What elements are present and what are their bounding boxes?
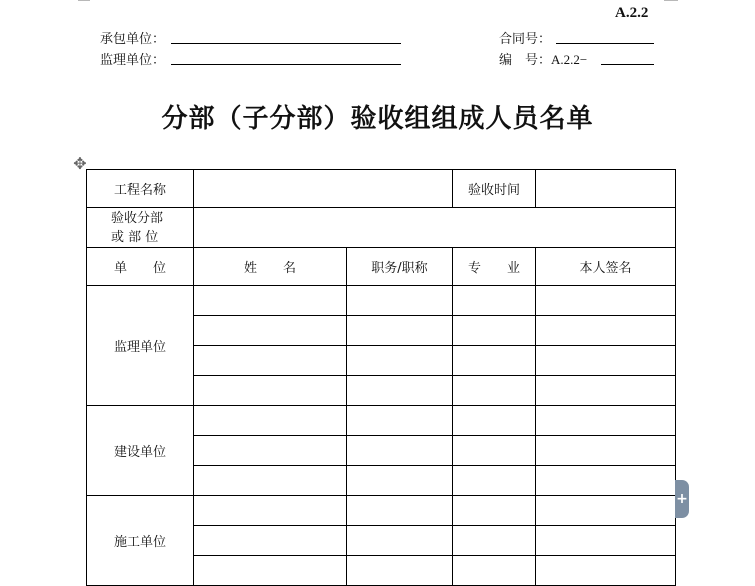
name-cell[interactable] (194, 526, 347, 556)
specialty-cell[interactable] (453, 286, 536, 316)
title-cell[interactable] (347, 286, 453, 316)
col-header-unit: 单 位 (87, 248, 194, 286)
roster-table (86, 169, 676, 586)
col-header-signature: 本人签名 (536, 248, 676, 286)
unit-group-label: 施工单位 (87, 496, 194, 586)
acceptance-part-row (87, 208, 676, 248)
acceptance-part-cell[interactable] (194, 208, 676, 248)
contractor-label: 承包单位： (100, 32, 166, 47)
signature-cell[interactable] (536, 496, 676, 526)
col-header-title: 职务/职称 (347, 248, 453, 286)
unit-group-label: 监理单位 (87, 286, 194, 406)
plus-icon[interactable]: + (675, 480, 689, 518)
contractor-field (100, 28, 165, 47)
signature-cell[interactable] (536, 376, 676, 406)
serial-field (499, 49, 587, 68)
move-handle-icon[interactable]: ✥ (73, 154, 87, 173)
signature-cell[interactable] (536, 526, 676, 556)
name-cell[interactable] (194, 466, 347, 496)
contract-no-input[interactable] (556, 43, 654, 44)
specialty-cell[interactable] (453, 376, 536, 406)
name-cell[interactable] (194, 496, 347, 526)
roster-body (87, 286, 676, 586)
name-cell[interactable] (194, 316, 347, 346)
signature-cell[interactable] (536, 436, 676, 466)
title-cell[interactable] (347, 466, 453, 496)
name-cell[interactable] (194, 286, 347, 316)
specialty-cell[interactable] (453, 466, 536, 496)
name-cell[interactable] (194, 406, 347, 436)
title-cell[interactable] (347, 526, 453, 556)
signature-cell[interactable] (536, 466, 676, 496)
page-corner-mark-right (664, 0, 678, 1)
specialty-cell[interactable] (453, 316, 536, 346)
specialty-cell[interactable] (453, 526, 536, 556)
serial-prefix: A.2.2− (551, 52, 588, 67)
name-cell[interactable] (194, 376, 347, 406)
title-cell[interactable] (347, 346, 453, 376)
supervisor-input[interactable] (171, 64, 401, 65)
name-cell[interactable] (194, 346, 347, 376)
col-header-name: 姓 名 (194, 248, 347, 286)
signature-cell[interactable] (536, 346, 676, 376)
unit-group-label: 建设单位 (87, 406, 194, 496)
page-corner-mark-left (78, 0, 90, 1)
specialty-cell[interactable] (453, 496, 536, 526)
document-title: 分部（子分部）验收组组成人员名单 (161, 104, 594, 134)
acceptance-time-cell[interactable] (536, 170, 676, 208)
project-row (87, 170, 676, 208)
form-code: A.2.2 (615, 5, 649, 21)
acceptance-time-label: 验收时间 (453, 170, 536, 208)
signature-cell[interactable] (536, 406, 676, 436)
supervisor-field (100, 49, 165, 68)
specialty-cell[interactable] (453, 406, 536, 436)
contractor-input[interactable] (171, 43, 401, 44)
table-row (87, 406, 676, 436)
serial-input[interactable] (601, 64, 654, 65)
column-header-row (87, 248, 676, 286)
signature-cell[interactable] (536, 286, 676, 316)
acceptance-part-label-line2: 或 部 位 (111, 229, 159, 245)
col-header-specialty: 专 业 (453, 248, 536, 286)
name-cell[interactable] (194, 436, 347, 466)
specialty-cell[interactable] (453, 346, 536, 376)
project-name-label: 工程名称 (87, 170, 194, 208)
table-row (87, 286, 676, 316)
table-row (87, 496, 676, 526)
title-cell[interactable] (347, 376, 453, 406)
title-cell[interactable] (347, 436, 453, 466)
title-cell[interactable] (347, 316, 453, 346)
title-cell[interactable] (347, 496, 453, 526)
title-cell[interactable] (347, 406, 453, 436)
acceptance-part-label (87, 208, 194, 248)
acceptance-part-label-line1: 验收分部 (111, 210, 164, 226)
signature-cell[interactable] (536, 316, 676, 346)
specialty-cell[interactable] (453, 436, 536, 466)
project-name-cell[interactable] (194, 170, 453, 208)
supervisor-label: 监理单位： (100, 53, 166, 68)
contract-no-label: 合同号： (499, 32, 552, 47)
serial-label: 编 号： (499, 53, 552, 68)
contract-no-field (499, 28, 551, 47)
